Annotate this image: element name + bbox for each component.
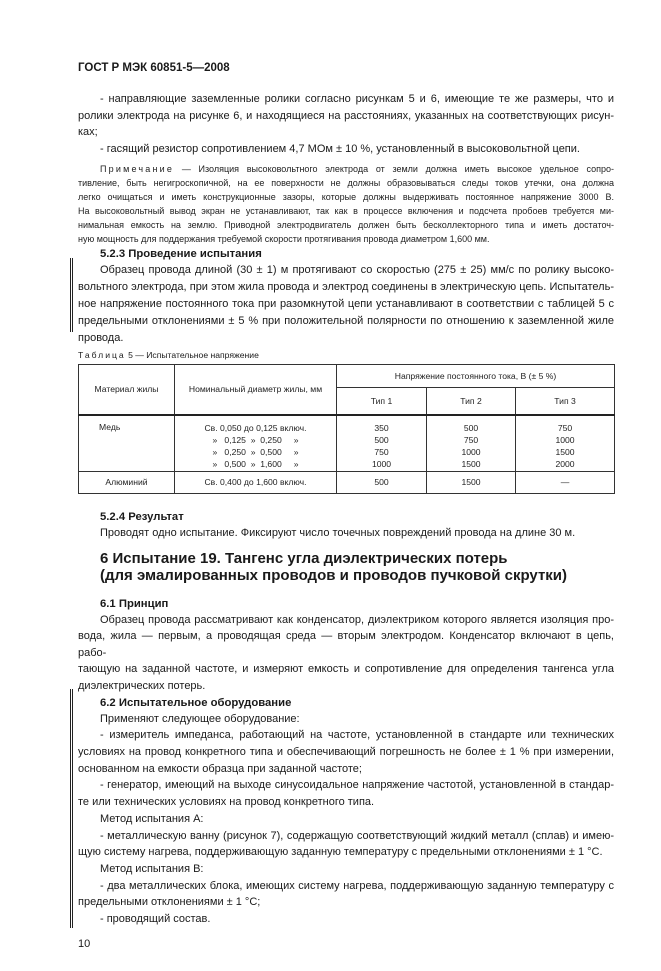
- test-voltage-table: [78, 364, 615, 494]
- text-line: нимальная емкость на землю. Приводной электродвигатель должен быть бесколлекторного типа и иметь достаточ-: [78, 220, 614, 230]
- cell-diameters: [175, 415, 337, 472]
- cell-type-3: —: [516, 471, 615, 493]
- heading-6-2: 6.2 Испытательное оборудование: [100, 696, 292, 709]
- table-caption: [78, 349, 614, 361]
- text-line: - измеритель импеданса, работающий на частоте, установленной в стандарте или технических: [100, 729, 614, 742]
- note-body: [78, 176, 614, 246]
- diameter-range: Св. 0,050 до 0,125 включ.: [204, 422, 307, 433]
- change-bar: [72, 258, 73, 332]
- heading-6-1: 6.1 Принцип: [100, 597, 169, 610]
- text-line: Образец провода рассматривают как конденсатор, диэлектриком которого является изоляция про-: [100, 613, 614, 626]
- text-line: предельными отклонениями ± 5 % при положительной полярности по отношению к заземленной жиле: [78, 315, 614, 327]
- value: 1500: [555, 447, 575, 458]
- diameter-range: » 0,125 » 0,250 »: [212, 434, 299, 445]
- header-voltage: Напряжение постоянного тока, В (± 5 %): [337, 365, 615, 388]
- cell-material: Алюминий: [79, 471, 175, 493]
- text-line: те или технических условиях на провод конкретного типа.: [78, 796, 375, 809]
- value: 1500: [461, 459, 481, 470]
- table-caption-text: 5 — Испытательное напряжение: [128, 350, 259, 360]
- value: 750: [557, 422, 573, 433]
- paragraph: [78, 811, 614, 828]
- section-5-2-3: [78, 246, 614, 347]
- paragraph: [78, 878, 614, 911]
- diameter-range: » 0,250 » 0,500 »: [212, 447, 299, 458]
- text-line: ное напряжение постоянного тока при разомкнутой цепи устанавливают в соответствии с таблицей 5 с: [78, 298, 614, 310]
- text-line: вольтного электрода, при этом жила провода и электрод соединены в электрическую цепь. Испытатель-: [78, 281, 614, 293]
- note-text: — Изоляция высоковольтного электрода от земли должна иметь высокое удельное сопро-: [181, 164, 614, 174]
- paragraph-6-1: [78, 612, 614, 695]
- change-bar: [70, 258, 71, 332]
- note-label: Примечание: [100, 164, 175, 174]
- cell-type-1: [337, 415, 427, 472]
- text-line: основанном на емкости образца при заданной частоте;: [78, 762, 362, 775]
- text-line: На высоковольтный вывод экран не устанавливают, так как в процессе включения и подсчета пробоев требуется ми-: [78, 206, 614, 216]
- paragraph-rollers: [78, 91, 614, 141]
- text-line: Образец провода длиной (30 ± 1) м протягивают со скоростью (275 ± 25) мм/с по ролику высоко-: [100, 264, 614, 276]
- paragraph-resistor: [78, 141, 614, 158]
- value: 750: [374, 447, 389, 458]
- text-line: Проводят одно испытание. Фиксируют число точечных повреждений провода на длине 30 м.: [100, 526, 576, 539]
- header-type-3: Тип 3: [516, 388, 615, 415]
- text-line: условиях на провод конкретного типа и обеспечивающий погрешность не более ± 1 % при измерении,: [78, 746, 614, 759]
- paragraph: [78, 828, 614, 861]
- diameter-range: » 0,500 » 1,600 »: [212, 459, 299, 470]
- section-6-2-body: [78, 711, 614, 928]
- text-line: предельными отклонениями ± 1 °С;: [78, 896, 261, 909]
- section-6-2: [78, 695, 614, 928]
- text-line: тивление, быть негигроскопичной, на ее поверхности не должны образовываться следы токов утечки, она должна: [78, 178, 614, 188]
- text-line: ках;: [78, 126, 98, 138]
- cell-diameters: Св. 0,400 до 1,600 включ.: [175, 471, 337, 493]
- paragraph-5-2-4: [78, 525, 614, 542]
- text-line: - металлическую ванну (рисунок 7), содержащую соответствующий жидкий металл (сплав) и имею-: [100, 829, 614, 842]
- text-line: вода, жила — первым, а проводящая среда — вторым электродом. Конденсатор включают в цепь, рабо-: [78, 630, 614, 659]
- document-header: ГОСТ Р МЭК 60851-5—2008: [78, 62, 230, 74]
- paragraph: [78, 911, 614, 928]
- section-6-title: [78, 550, 614, 584]
- text-line: - направляющие заземленные ролики согласно рисункам 5 и 6, имеющие те же размеры, что и: [100, 93, 614, 105]
- value: 1000: [555, 434, 575, 445]
- text-line: Метод испытания В:: [100, 862, 204, 875]
- cell-type-2: 1500: [427, 471, 516, 493]
- text-line: тающую на заданной частоте, и измеряют емкость и сопротивление для определения тангенса угла: [78, 663, 614, 676]
- cell-type-1: 500: [337, 471, 427, 493]
- value: 1000: [371, 459, 392, 470]
- header-diameter: Номинальный диаметр жилы, мм: [175, 365, 337, 415]
- value: 2000: [555, 459, 575, 470]
- paragraph: [78, 777, 614, 810]
- paragraph: [78, 711, 614, 728]
- note: [78, 162, 614, 246]
- text-line: - генератор, имеющий на выходе синусоидальное напряжение частотой, установленной в стандар-: [100, 779, 614, 792]
- text-line: ролики электрода на рисунке 6, и находящиеся на расстояниях, указанных на соответствующих рисун-: [78, 109, 614, 122]
- header-type-1: Тип 1: [337, 388, 427, 415]
- table-row: [79, 471, 615, 493]
- value: 500: [463, 422, 479, 433]
- paragraph-5-2-3: [78, 262, 614, 347]
- note-first-line: [78, 162, 614, 176]
- value: 1000: [461, 447, 481, 458]
- section-title-line: 6 Испытание 19. Тангенс угла диэлектрических потерь: [100, 549, 508, 567]
- header-material: Материал жилы: [79, 365, 175, 415]
- text-line: провода.: [78, 332, 124, 344]
- header-type-2: Тип 2: [427, 388, 516, 415]
- section-title-line: (для эмалированных проводов и проводов пучковой скрутки): [100, 566, 568, 584]
- table-row: [79, 415, 615, 472]
- table-caption-label: Таблица: [78, 350, 126, 360]
- paragraph: [78, 861, 614, 878]
- value: 750: [463, 434, 479, 445]
- value: 350: [374, 422, 389, 433]
- value: 500: [374, 434, 389, 445]
- text-line: диэлектрических потерь.: [78, 680, 206, 693]
- text-line: - два металлических блока, имеющих систему нагрева, поддерживающую заданную температуру с: [100, 879, 614, 892]
- cell-type-2: [427, 415, 516, 472]
- document-page: [78, 0, 614, 971]
- change-bar: [70, 689, 71, 928]
- text-line: - проводящий состав.: [100, 913, 211, 926]
- heading-5-2-4: 5.2.4 Результат: [100, 510, 184, 523]
- paragraph: [78, 727, 614, 777]
- text-line: - гасящий резистор сопротивлением 4,7 МОм ± 10 %, установленный в высоковольтной цепи.: [100, 142, 580, 155]
- page-number: 10: [78, 937, 91, 950]
- cell-material: Медь: [79, 415, 175, 472]
- change-bar: [72, 689, 73, 928]
- text-line: Применяют следующее оборудование:: [100, 712, 300, 725]
- text-line: щую систему нагрева, поддерживающую заданную температуру с предельными отклонениями ± 1 °С.: [78, 846, 603, 859]
- cell-type-3: [516, 415, 615, 472]
- text-line: ную мощность для поддержания требуемой скорости протягивания провода диаметром 1,600 мм.: [78, 234, 490, 244]
- heading-5-2-3: 5.2.3 Проведение испытания: [100, 248, 262, 260]
- text-line: Метод испытания А:: [100, 812, 204, 825]
- text-line: легко очищаться и иметь конструкционные зазоры, которые должны выдерживать постоянное напряжение 3000 В.: [78, 192, 614, 202]
